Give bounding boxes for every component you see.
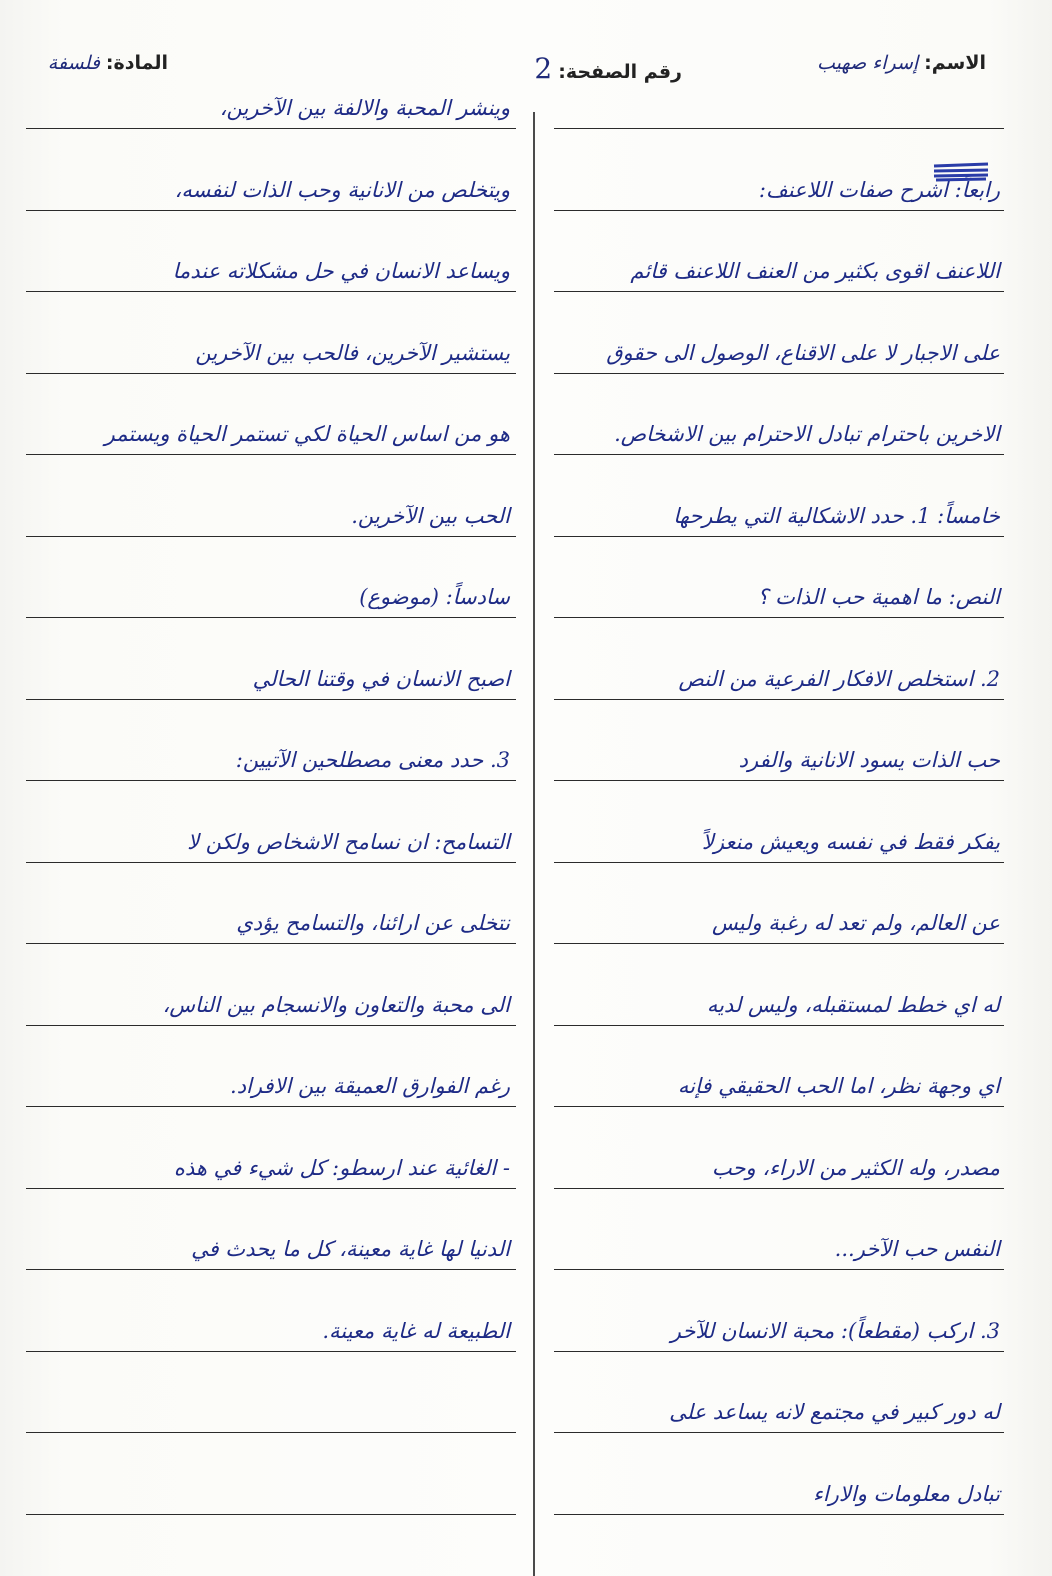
left-column-line: وينشر المحبة والالفة بين الآخرين،: [26, 88, 516, 129]
right-column-line: له اي خطط لمستقبله، وليس لديه: [554, 985, 1004, 1026]
right-column-line: اللاعنف اقوى بكثير من العنف اللاعنف قائم: [554, 251, 1004, 292]
left-column-line: نتخلى عن ارائنا، والتسامح يؤدي: [26, 903, 516, 944]
left-column-line: 3. حدد معنى مصطلحين الآتيين:: [26, 740, 516, 781]
right-column-line: مصدر، وله الكثير من الاراء، وحب: [554, 1148, 1004, 1189]
subject-field: [48, 52, 168, 74]
right-column-line: على الاجبار لا على الاقناع، الوصول الى حقوق: [554, 333, 1004, 374]
column-divider: [533, 112, 535, 1576]
left-column-line: الدنيا لها غاية معينة، كل ما يحدث في: [26, 1229, 516, 1270]
right-column-line: يفكر فقط في نفسه ويعيش منعزلاً: [554, 822, 1004, 863]
page-number-label: رقم الصفحة:: [558, 61, 682, 83]
left-column-line: الى محبة والتعاون والانسجام بين الناس،: [26, 985, 516, 1026]
subject-value: فلسفة: [47, 52, 100, 74]
left-column-line: اصبح الانسان في وقتنا الحالي: [26, 659, 516, 700]
right-column-line: حب الذات يسود الانانية والفرد: [554, 740, 1004, 781]
scribble-mark: [932, 160, 990, 182]
left-column-line: ويساعد الانسان في حل مشكلاته عندما: [26, 251, 516, 292]
left-column-line: - الغائية عند ارسطو: كل شيء في هذه: [26, 1148, 516, 1189]
left-column-line: التسامح: ان نسامح الاشخاص ولكن لا: [26, 822, 516, 863]
right-column-line: رابعاً: اشرح صفات اللاعنف:: [554, 170, 1004, 211]
left-column-line: يستشير الآخرين، فالحب بين الآخرين: [26, 333, 516, 374]
subject-label: المادة:: [105, 52, 168, 74]
left-column-line: سادساً: (موضوع): [26, 577, 516, 618]
left-column-line: الحب بين الآخرين.: [26, 496, 516, 537]
left-column-line: [26, 1474, 516, 1515]
name-field: [817, 52, 986, 74]
left-column-line: هو من اساس الحياة لكي تستمر الحياة ويستمر: [26, 414, 516, 455]
name-label: الاسم:: [924, 52, 986, 74]
right-column-line: 2. استخلص الافكار الفرعية من النص: [554, 659, 1004, 700]
right-column-line: النفس حب الآخر...: [554, 1229, 1004, 1270]
page-number-value: 2: [534, 52, 553, 85]
right-column-line: تبادل معلومات والاراء: [554, 1474, 1004, 1515]
left-column-line: رغم الفوارق العميقة بين الافراد.: [26, 1066, 516, 1107]
right-column-line: خامساً: 1. حدد الاشكالية التي يطرحها: [554, 496, 1004, 537]
right-column-line: [554, 88, 1004, 129]
right-column-line: له دور كبير في مجتمع لانه يساعد على: [554, 1392, 1004, 1433]
right-column-line: النص: ما اهمية حب الذات ؟: [554, 577, 1004, 618]
name-value: إسراء صهيب: [816, 52, 919, 74]
right-column-line: عن العالم، ولم تعد له رغبة وليس: [554, 903, 1004, 944]
left-column-line: الطبيعة له غاية معينة.: [26, 1311, 516, 1352]
right-column-line: الاخرين باحترام تبادل الاحترام بين الاشخاص.: [554, 414, 1004, 455]
right-column-line: 3. اركب (مقطعاً): محبة الانسان للآخر: [554, 1311, 1004, 1352]
left-column-line: [26, 1392, 516, 1433]
left-column-line: ويتخلص من الانانية وحب الذات لنفسه،: [26, 170, 516, 211]
right-column-line: اي وجهة نظر، اما الحب الحقيقي فإنه: [554, 1066, 1004, 1107]
page-number-field: [534, 52, 682, 85]
